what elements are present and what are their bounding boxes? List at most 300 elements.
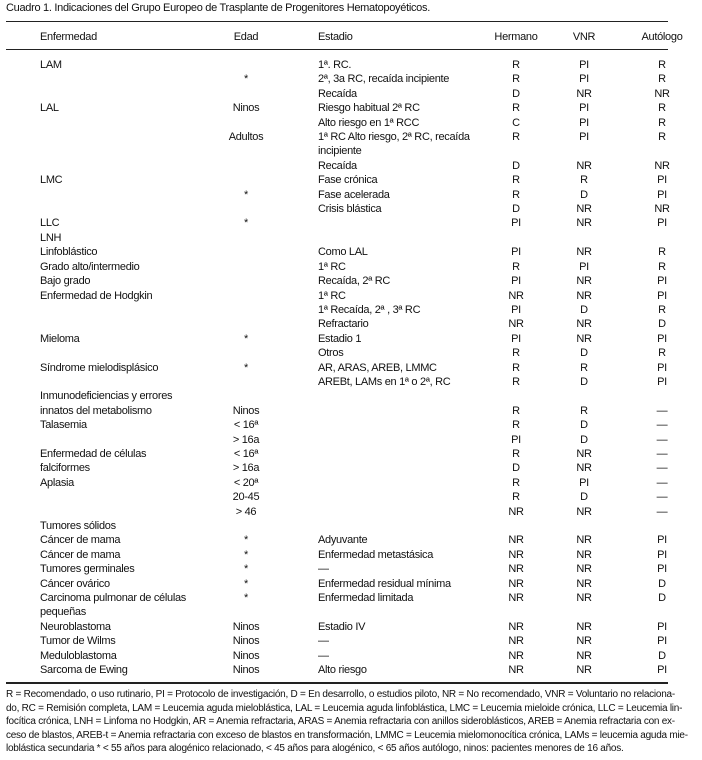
cell-enfermedad: LMC — [40, 174, 63, 187]
cell-vnr: NR — [576, 664, 592, 677]
cell-edad — [200, 389, 292, 403]
cell-vnr: NR — [576, 462, 592, 475]
cell-edad: * — [244, 563, 248, 576]
cell-estadio: Enfermedad residual mínima — [318, 577, 451, 590]
cell-vnr: D — [580, 347, 588, 360]
cell-enfermedad: Aplasia — [40, 476, 74, 489]
cell-autologo: — — [656, 433, 668, 446]
footnote-line: ceso de blastos, AREB-t = Anemia refractaria con exceso de blastos en transformación, LMMC = Leucemia mielomonocítica crónica, LAMs = leucemia aguda mie- — [6, 729, 688, 741]
table-row — [6, 58, 702, 72]
cell-vnr: NR — [576, 289, 592, 302]
cell-autologo: PI — [657, 217, 667, 230]
cell-estadio — [292, 505, 486, 519]
table-row — [6, 476, 702, 490]
table-row — [6, 202, 702, 216]
cell-edad: * — [244, 592, 248, 605]
cell-enfermedad: Grado alto/intermedio — [40, 260, 140, 273]
cell-enfermedad — [6, 303, 200, 317]
table-row — [6, 289, 702, 303]
table-row — [6, 245, 702, 259]
top-rule — [6, 21, 668, 22]
header-edad: Edad — [233, 31, 259, 43]
cell-hermano: R — [512, 174, 520, 187]
cell-estadio: 1ª RC — [318, 289, 346, 302]
cell-autologo: — — [656, 462, 668, 475]
cell-edad — [200, 346, 292, 360]
cell-hermano: R — [512, 188, 520, 201]
cell-enfermedad — [6, 159, 200, 173]
cell-enfermedad: Bajo grado — [40, 275, 91, 288]
cell-enfermedad: Tumores sólidos — [40, 520, 116, 532]
cell-edad: * — [244, 217, 248, 230]
cell-vnr: NR — [576, 505, 592, 518]
cell-enfermedad — [6, 505, 200, 519]
cell-hermano: PI — [511, 303, 521, 316]
cell-vnr: R — [580, 361, 588, 374]
cell-enfermedad: Tumores germinales — [40, 563, 135, 576]
cell-hermano: D — [512, 87, 520, 100]
cell-vnr — [546, 231, 622, 245]
cell-vnr: NR — [576, 246, 592, 259]
table-row — [6, 188, 702, 202]
header-enfermedad: Enfermedad — [40, 31, 97, 43]
cell-autologo: R — [658, 59, 666, 71]
cell-estadio: Riesgo habitual 2ª RC — [318, 102, 420, 115]
cell-edad — [200, 173, 292, 187]
footnote-line: loblástica secundaria * < 55 años para alogénico relacionado, < 45 años para alogénico, < 65 años autólogo, ninos: pacientes menores de 16 años. — [6, 743, 624, 755]
cell-autologo: — — [656, 476, 668, 489]
cell-enfermedad: Linfoblástico — [40, 246, 98, 259]
header-row — [6, 29, 702, 45]
cell-hermano: PI — [511, 275, 521, 288]
cell-hermano: PI — [511, 332, 521, 345]
table-row — [6, 317, 702, 331]
cell-vnr: D — [580, 419, 588, 432]
cell-vnr: NR — [576, 87, 592, 100]
header-vnr: VNR — [572, 31, 596, 43]
cell-estadio: Adyuvante — [318, 534, 368, 547]
cell-estadio — [292, 519, 486, 533]
cell-enfermedad — [6, 433, 200, 447]
table-row — [6, 433, 702, 447]
cell-estadio — [292, 476, 486, 490]
cell-enfermedad: innatos del metabolismo — [40, 404, 152, 417]
cell-hermano — [486, 519, 546, 533]
table-row — [6, 505, 702, 519]
table-row — [6, 519, 702, 533]
table-row — [6, 404, 702, 418]
cell-autologo — [622, 519, 702, 533]
cell-edad: > 16a — [232, 462, 260, 475]
footnote — [6, 688, 688, 756]
cell-hermano: D — [512, 462, 520, 475]
cell-autologo: PI — [657, 635, 667, 648]
cell-edad: Ninos — [232, 102, 260, 115]
cell-hermano: C — [512, 116, 520, 129]
cell-estadio: 1ª Recaída, 2ª , 3ª RC — [318, 303, 421, 316]
cell-vnr: NR — [576, 203, 592, 216]
cell-estadio — [292, 231, 486, 245]
cell-autologo: PI — [657, 375, 667, 388]
cell-enfermedad: LNH — [40, 231, 62, 244]
cell-autologo: PI — [657, 548, 667, 561]
cell-estadio: Alto riesgo — [318, 664, 367, 677]
table-row — [6, 260, 702, 274]
cell-estadio — [292, 389, 486, 403]
cell-vnr: PI — [579, 116, 589, 129]
cell-estadio: AR, ARAS, AREB, LMMC — [318, 361, 437, 374]
cell-estadio: Estadio 1 — [318, 332, 362, 345]
cell-enfermedad: LLC — [40, 217, 60, 230]
cell-estadio: Crisis blástica — [318, 203, 382, 216]
cell-vnr: PI — [579, 131, 589, 144]
cell-estadio: Fase acelerada — [318, 188, 390, 201]
cell-hermano: D — [512, 203, 520, 216]
cell-hermano: R — [512, 361, 520, 374]
cell-enfermedad — [6, 116, 200, 130]
cell-vnr: D — [580, 188, 588, 201]
header-estadio: Estadio — [318, 31, 353, 43]
cell-autologo: D — [658, 318, 666, 331]
cell-hermano: NR — [508, 548, 524, 561]
cell-autologo: PI — [657, 563, 667, 576]
cell-enfermedad — [6, 72, 200, 86]
cell-vnr: D — [580, 433, 588, 446]
cell-edad — [200, 87, 292, 101]
cell-estadio: 1ª. RC. — [318, 59, 352, 71]
table-row — [6, 577, 702, 591]
table-row — [6, 332, 702, 346]
cell-estadio — [292, 418, 486, 432]
cell-hermano: R — [512, 447, 520, 460]
cell-hermano: NR — [508, 563, 524, 576]
cell-hermano: PI — [511, 246, 521, 259]
cell-hermano: R — [512, 73, 520, 86]
cell-estadio: — — [318, 649, 329, 662]
cell-vnr: NR — [576, 620, 592, 633]
cell-edad: * — [244, 548, 248, 561]
table-row — [6, 620, 702, 634]
cell-edad: Ninos — [232, 664, 260, 677]
cell-edad: * — [244, 73, 248, 86]
cell-autologo: PI — [657, 275, 667, 288]
table-row — [6, 346, 702, 360]
cell-estadio — [292, 461, 486, 475]
cell-autologo: R — [658, 102, 666, 115]
cell-hermano: R — [512, 404, 520, 417]
cell-vnr: NR — [576, 534, 592, 547]
cell-estadio: Recaída — [318, 159, 357, 172]
cell-estadio: Fase crónica — [318, 174, 378, 187]
cell-edad: * — [244, 577, 248, 590]
table-row — [6, 634, 702, 648]
cell-edad — [200, 274, 292, 288]
table-row — [6, 447, 702, 461]
cell-estadio: 1ª RC Alto riesgo, 2ª RC, recaída incipiente — [318, 131, 470, 158]
header-rule — [6, 49, 668, 50]
cell-vnr: NR — [576, 649, 592, 662]
table-caption: Cuadro 1. Indicaciones del Grupo Europeo de Trasplante de Progenitores Hematopoyéticos. — [6, 2, 430, 14]
cell-autologo: — — [656, 419, 668, 432]
cell-edad: > 46 — [235, 505, 257, 518]
indications-table — [6, 58, 702, 677]
table-row — [6, 173, 702, 187]
cell-hermano: R — [512, 491, 520, 504]
cell-estadio — [292, 433, 486, 447]
cell-enfermedad: Enfermedad de células — [40, 447, 147, 460]
cell-vnr: D — [580, 303, 588, 316]
cell-hermano: NR — [508, 620, 524, 633]
cell-edad: Adultos — [228, 131, 264, 144]
cell-hermano: R — [512, 419, 520, 432]
cell-estadio: — — [318, 563, 329, 576]
cell-autologo: — — [656, 505, 668, 518]
cell-autologo: PI — [657, 534, 667, 547]
cell-hermano: R — [512, 375, 520, 388]
cell-autologo: NR — [654, 203, 670, 216]
cell-hermano: PI — [511, 433, 521, 446]
cell-enfermedad: Tumor de Wilms — [40, 635, 116, 648]
cell-edad — [200, 231, 292, 245]
cell-edad: Ninos — [232, 649, 260, 662]
cell-autologo: PI — [657, 620, 667, 633]
cell-hermano: R — [512, 102, 520, 115]
table-row — [6, 101, 702, 115]
cell-vnr: PI — [579, 476, 589, 489]
cell-enfermedad — [6, 188, 200, 202]
cell-vnr: NR — [576, 447, 592, 460]
table-row — [6, 375, 702, 389]
footnote-line: do, RC = Remisión completa, LAM = Leucemia aguda mieloblástica, LAL = Leucemia aguda linfoblástica, LMC = Leucemia mieloide crónica, LLC = Leucemia lin- — [6, 702, 683, 714]
table-row — [6, 418, 702, 432]
cell-edad: * — [244, 188, 248, 201]
cell-enfermedad: LAM — [40, 59, 62, 71]
cell-autologo: R — [658, 246, 666, 259]
table-row — [6, 274, 702, 288]
cell-edad — [200, 519, 292, 533]
cell-enfermedad: Carcinoma pulmonar de células pequeñas — [40, 592, 186, 619]
cell-autologo: — — [656, 447, 668, 460]
cell-autologo: PI — [657, 174, 667, 187]
cell-enfermedad — [6, 87, 200, 101]
table-row — [6, 116, 702, 130]
cell-estadio — [292, 490, 486, 504]
cell-autologo: PI — [657, 332, 667, 345]
cell-autologo: D — [658, 592, 666, 605]
table-row — [6, 548, 702, 562]
table-row — [6, 130, 702, 159]
cell-autologo: NR — [654, 87, 670, 100]
cell-vnr: R — [580, 174, 588, 187]
cell-hermano: R — [512, 476, 520, 489]
header-hermano: Hermano — [494, 31, 538, 43]
cell-enfermedad — [6, 490, 200, 504]
cell-autologo: — — [656, 491, 668, 504]
cell-vnr: NR — [576, 275, 592, 288]
cell-estadio: AREBt, LAMs en 1ª o 2ª, RC — [318, 375, 451, 388]
cell-vnr: NR — [576, 332, 592, 345]
cell-vnr: NR — [576, 318, 592, 331]
table-header — [6, 29, 702, 45]
cell-enfermedad: Sarcoma de Ewing — [40, 664, 128, 677]
cell-estadio: Recaída — [318, 87, 357, 100]
cell-autologo: — — [656, 404, 668, 417]
cell-estadio: Alto riesgo en 1ª RCC — [318, 116, 420, 129]
cell-vnr: PI — [579, 102, 589, 115]
cell-vnr: D — [580, 491, 588, 504]
cell-vnr: NR — [576, 592, 592, 605]
cell-hermano: NR — [508, 635, 524, 648]
cell-hermano: NR — [508, 289, 524, 302]
table-row — [6, 490, 702, 504]
cell-vnr: NR — [576, 563, 592, 576]
table-row — [6, 533, 702, 547]
cell-autologo: R — [658, 131, 666, 144]
cell-estadio: Recaída, 2ª RC — [318, 275, 391, 288]
table-row — [6, 461, 702, 475]
cell-hermano: R — [512, 347, 520, 360]
table-row — [6, 87, 702, 101]
cell-edad — [200, 159, 292, 173]
cell-vnr — [546, 389, 622, 403]
cell-enfermedad: Inmunodeficiencias y errores — [40, 390, 173, 403]
cell-enfermedad: Cáncer ovárico — [40, 577, 110, 590]
cell-enfermedad — [6, 375, 200, 389]
cell-enfermedad: falciformes — [40, 462, 90, 475]
cell-edad: < 16ª — [233, 419, 259, 432]
cell-hermano: R — [512, 131, 520, 144]
cell-hermano: NR — [508, 534, 524, 547]
table-row — [6, 562, 702, 576]
table-row — [6, 389, 702, 403]
cell-edad: Ninos — [232, 620, 260, 633]
cell-estadio: Enfermedad metastásica — [318, 548, 434, 561]
cell-hermano: NR — [508, 664, 524, 677]
footnote-line: focítica crónica, LNH = Linfoma no Hodgkin, AR = Anemia refractaria, ARAS = Anemia refractaria con anillos sideroblásticos, AREB = Anemia refractaria con ex- — [6, 716, 675, 728]
cell-edad: < 20ª — [233, 476, 259, 489]
cell-autologo — [622, 231, 702, 245]
cell-estadio: 2ª, 3a RC, recaída incipiente — [318, 73, 450, 86]
cell-estadio: Refractario — [318, 318, 369, 331]
cell-vnr: PI — [579, 73, 589, 86]
cell-autologo: D — [658, 649, 666, 662]
cell-vnr: NR — [576, 577, 592, 590]
cell-edad — [200, 317, 292, 331]
cell-edad: * — [244, 534, 248, 547]
table-row — [6, 591, 702, 620]
cell-edad — [200, 260, 292, 274]
cell-autologo: PI — [657, 361, 667, 374]
table-row — [6, 216, 702, 230]
cell-autologo: R — [658, 260, 666, 273]
cell-vnr: NR — [576, 548, 592, 561]
cell-enfermedad: Enfermedad de Hodgkin — [40, 289, 153, 302]
cell-hermano: NR — [508, 318, 524, 331]
cell-autologo: PI — [657, 289, 667, 302]
cell-hermano — [486, 389, 546, 403]
cell-autologo — [622, 389, 702, 403]
cell-hermano: NR — [508, 592, 524, 605]
cell-edad: Ninos — [232, 404, 260, 417]
table-row — [6, 72, 702, 86]
cell-vnr: R — [580, 404, 588, 417]
bottom-rule — [6, 682, 668, 684]
cell-edad — [200, 375, 292, 389]
cell-edad: * — [244, 332, 248, 345]
cell-vnr: NR — [576, 159, 592, 172]
footnote-line: R = Recomendado, o uso rutinario, PI = Protocolo de investigación, D = En desarrollo, o estudios piloto, NR = No recomendado, VNR = Voluntario no relaciona- — [6, 689, 675, 700]
cell-enfermedad: Talasemia — [40, 419, 87, 432]
cell-vnr: PI — [579, 59, 589, 71]
cell-edad: Ninos — [232, 635, 260, 648]
cell-vnr: D — [580, 375, 588, 388]
cell-autologo: R — [658, 116, 666, 129]
cell-enfermedad: Meduloblastoma — [40, 649, 117, 662]
cell-enfermedad — [6, 202, 200, 216]
cell-enfermedad: Neuroblastoma — [40, 620, 111, 633]
cell-autologo: D — [658, 577, 666, 590]
cell-hermano: PI — [511, 217, 521, 230]
table-row — [6, 231, 702, 245]
cell-edad: < 16ª — [233, 447, 259, 460]
cell-vnr: PI — [579, 260, 589, 273]
cell-hermano — [486, 231, 546, 245]
cell-enfermedad — [6, 346, 200, 360]
cell-vnr: NR — [576, 217, 592, 230]
cell-hermano: NR — [508, 505, 524, 518]
cell-hermano: D — [512, 159, 520, 172]
cell-edad — [200, 58, 292, 72]
cell-enfermedad: LAL — [40, 102, 59, 115]
cell-vnr: NR — [576, 635, 592, 648]
cell-edad: * — [244, 361, 248, 374]
cell-estadio — [292, 216, 486, 230]
cell-hermano: NR — [508, 577, 524, 590]
cell-edad: 20-45 — [232, 491, 260, 504]
cell-estadio — [292, 447, 486, 461]
cell-estadio: Estadio IV — [318, 620, 366, 633]
cell-hermano: R — [512, 260, 520, 273]
cell-enfermedad — [6, 130, 200, 159]
cell-autologo: R — [658, 347, 666, 360]
cell-enfermedad: Cáncer de mama — [40, 534, 121, 547]
cell-vnr — [546, 519, 622, 533]
cell-edad — [200, 303, 292, 317]
cell-edad — [200, 116, 292, 130]
cell-estadio: Enfermedad limitada — [318, 592, 414, 605]
cell-enfermedad: Cáncer de mama — [40, 548, 121, 561]
cell-edad: > 16a — [232, 433, 260, 446]
cell-autologo: PI — [657, 188, 667, 201]
cell-autologo: PI — [657, 664, 667, 677]
cell-autologo: R — [658, 303, 666, 316]
header-autologo: Autólogo — [641, 31, 683, 43]
cell-edad — [200, 245, 292, 259]
table-row — [6, 159, 702, 173]
cell-autologo: NR — [654, 159, 670, 172]
table-row — [6, 361, 702, 375]
cell-estadio: Otros — [318, 347, 344, 360]
cell-edad — [200, 289, 292, 303]
cell-enfermedad — [6, 317, 200, 331]
cell-edad — [200, 202, 292, 216]
cell-estadio: Como LAL — [318, 246, 368, 259]
cell-autologo: R — [658, 73, 666, 86]
table-row — [6, 649, 702, 663]
cell-enfermedad: Síndrome mielodisplásico — [40, 361, 159, 374]
cell-hermano: NR — [508, 649, 524, 662]
table-row — [6, 303, 702, 317]
